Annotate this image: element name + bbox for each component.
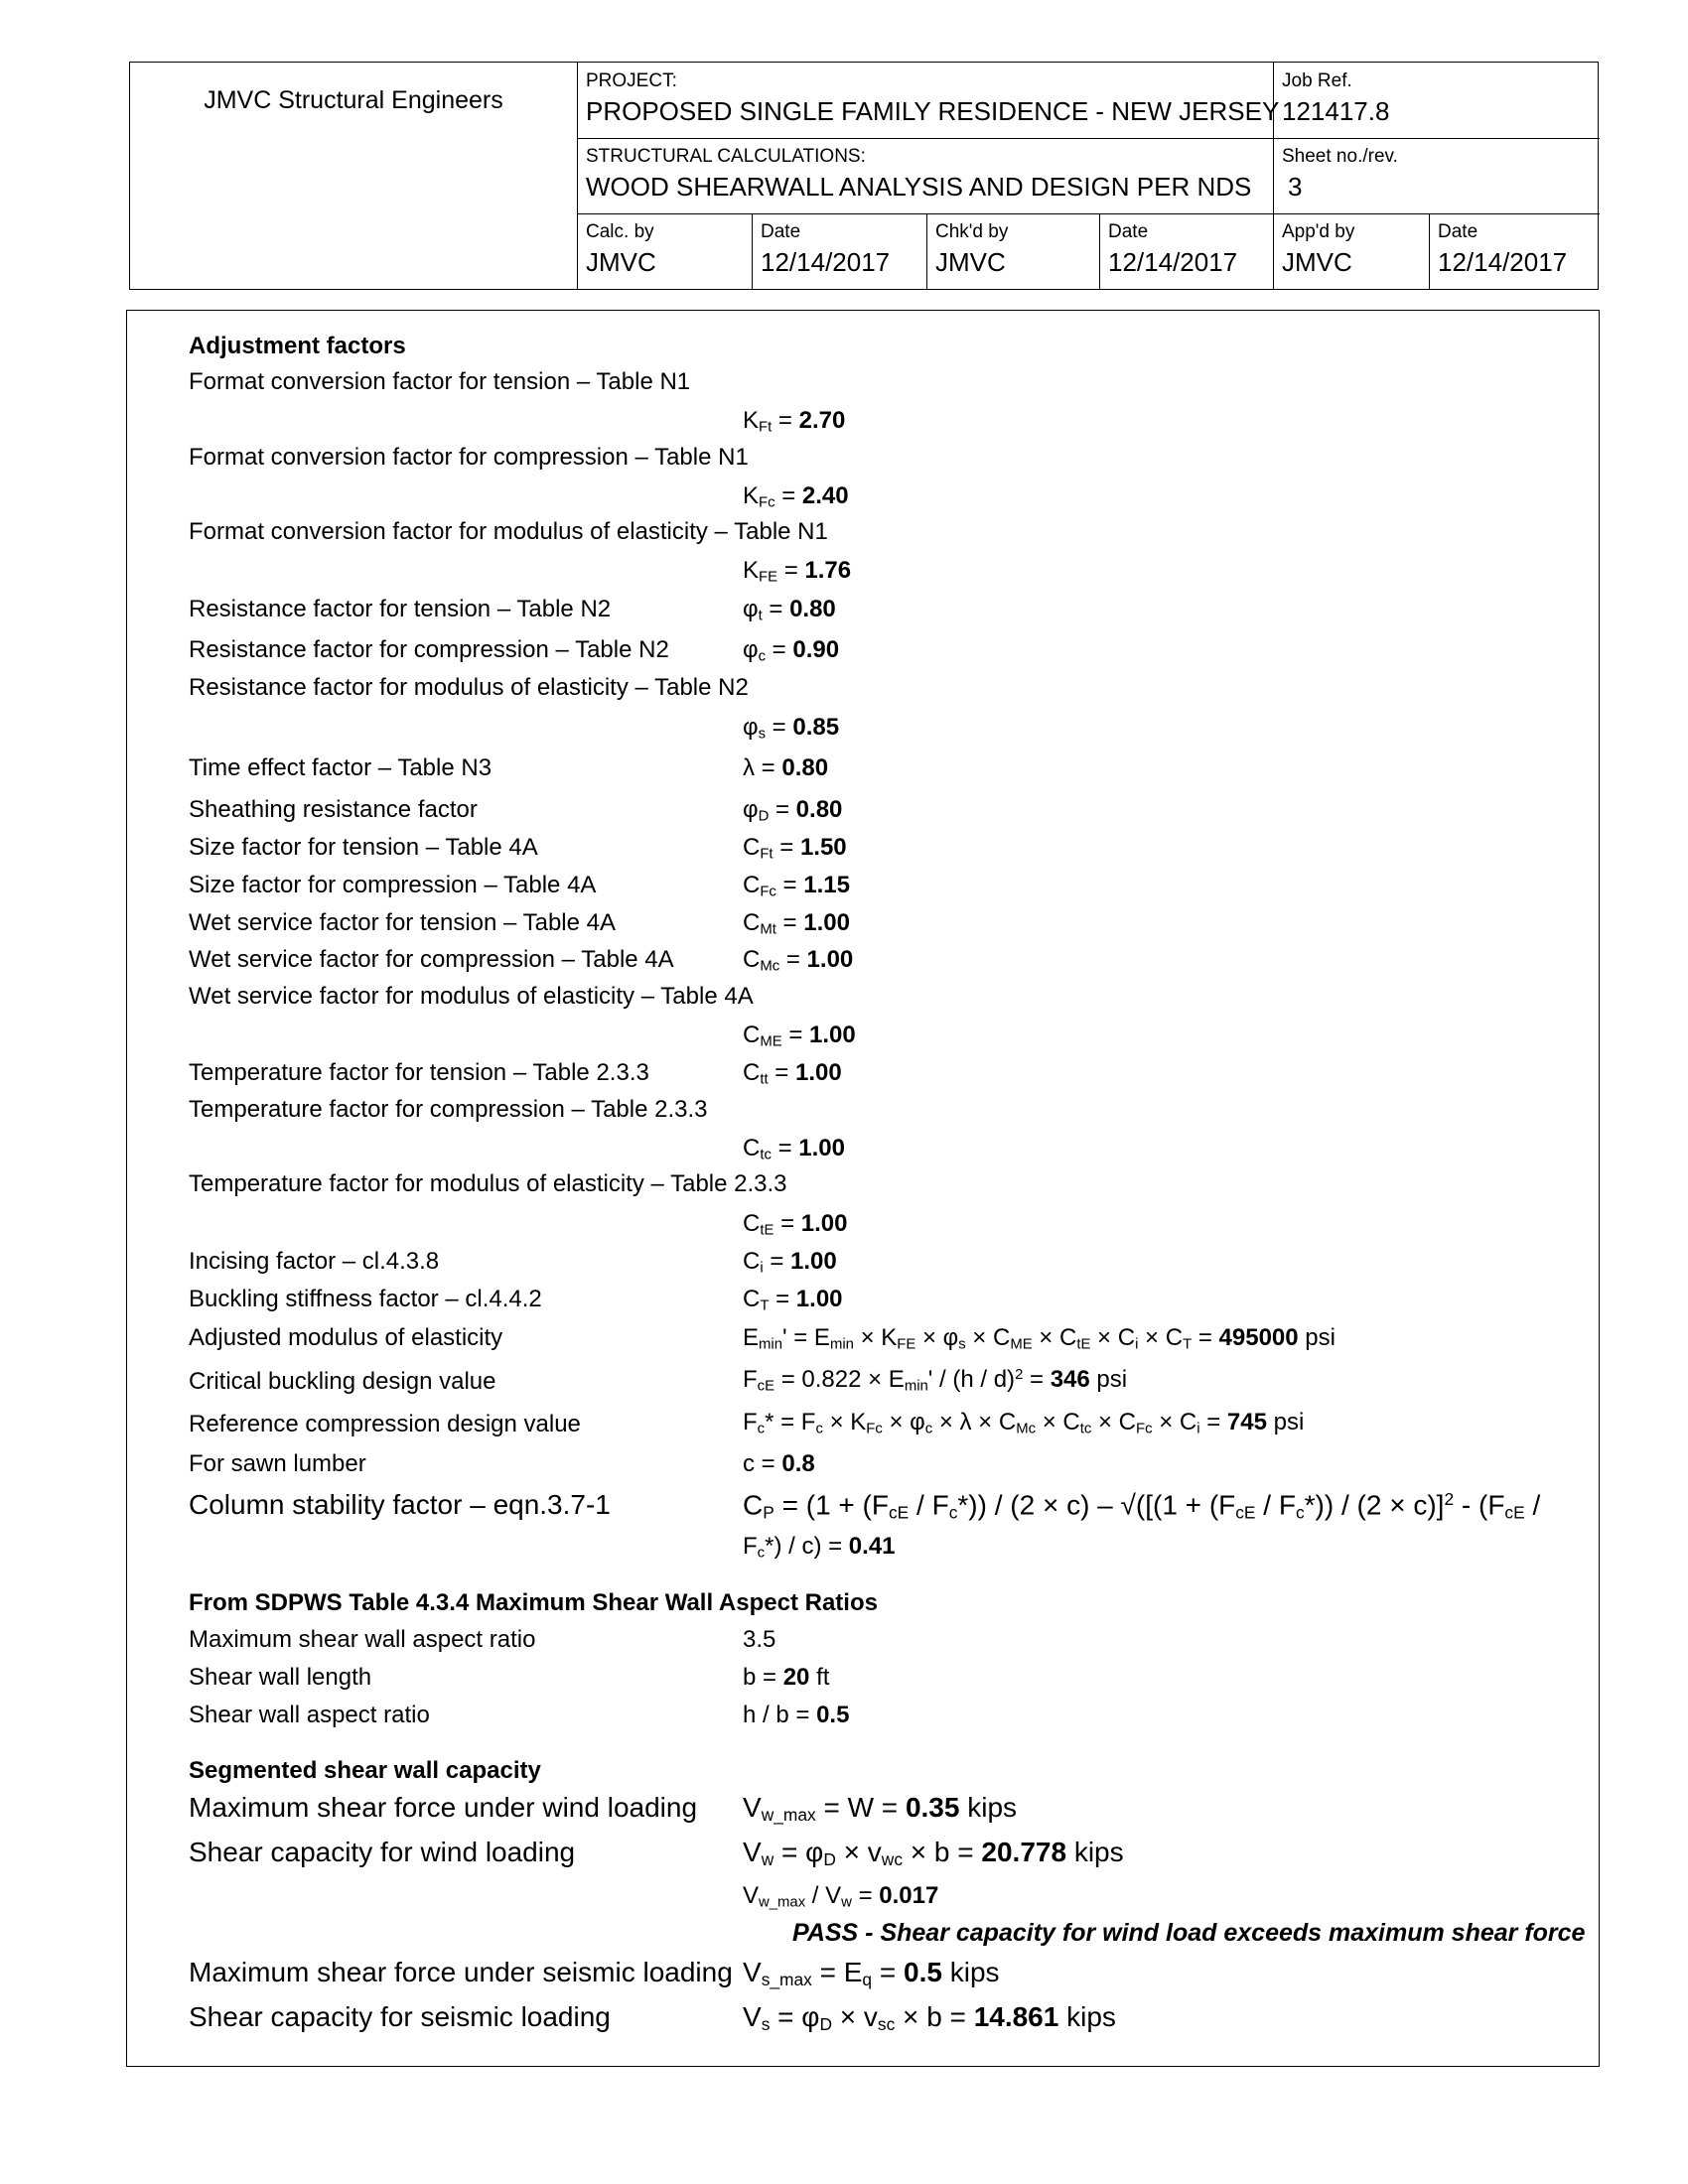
factor-label: For sawn lumber [189,1450,366,1477]
date-value: 12/14/2017 [1438,247,1568,277]
factor-label: Shear capacity for wind loading [189,1837,576,1867]
factor-label: Maximum shear force under seismic loading [189,1957,733,1987]
equation: $V_{s\_max} = E_q = 0.5$ kips [743,1957,1000,1989]
job-ref-value: 121417.8 [1282,96,1390,126]
factor-label: Shear wall length [189,1664,372,1691]
sheet-label: Sheet no./rev. [1282,146,1398,167]
factor-value: b = 20 ft [743,1664,830,1691]
factor-value: $C_T = 1.00$ [743,1286,843,1314]
title-block [129,62,1599,290]
factor-value: $\varphi_s = 0.85$ [743,714,840,743]
factor-value: $K_{Ft} = 2.70$ [743,407,846,436]
equation: $F_{cE} = 0.822 \times E_{min}' / (h / d)^2 = 346$ psi [743,1366,1128,1395]
factor-label: Temperature factor for compression – Table 2.3.3 [189,1096,708,1123]
factor-value: 3.5 [743,1626,776,1653]
factor-value: $\varphi_c = 0.90$ [743,636,840,665]
factor-label: Size factor for compression – Table 4A [189,872,597,898]
calc-by-value: JMVC [586,247,656,277]
equation: $V_{w\_max} = W = 0.35$ kips [743,1792,1018,1825]
section-heading: Segmented shear wall capacity [189,1757,541,1784]
factor-value: h / b = 0.5 [743,1702,850,1728]
factor-label: Maximum shear force under wind loading [189,1792,698,1823]
checked-by-label: Chk'd by [935,221,1009,242]
date-cell [1429,213,1600,289]
equation: $F_c* = F_c \times K_{Fc} \times \varphi_c \times \lambda \times C_{Mc} \times C_{tc} \times C_{Fc} \times C_i = 745$ psi [743,1409,1305,1437]
approved-by-value: JMVC [1282,247,1352,277]
company-name: JMVC Structural Engineers [204,85,503,114]
factor-label: Format conversion factor for compression – Table N1 [189,444,749,471]
date-label: Date [1438,221,1478,242]
factor-value: $\varphi_t = 0.80$ [743,596,836,624]
date-value: 12/14/2017 [761,247,891,277]
calcs-label: STRUCTURAL CALCULATIONS: [586,146,866,167]
pass-status: PASS - Shear capacity for wind load exceeds maximum shear force [792,1919,1586,1947]
factor-label: Wet service factor for compression – Table 4A [189,946,674,973]
calc-by-cell [577,213,752,289]
factor-value: $C_{Mt} = 1.00$ [743,909,850,938]
factor-label: Size factor for tension – Table 4A [189,834,538,861]
factor-label: Resistance factor for tension – Table N2 [189,596,612,622]
sheet-value: 3 [1288,172,1303,202]
project-label: PROJECT: [586,70,677,91]
factor-label: Column stability factor – eqn.3.7-1 [189,1489,611,1520]
factor-value: $C_{tc} = 1.00$ [743,1135,845,1163]
factor-label: Temperature factor for tension – Table 2.3.3 [189,1059,649,1086]
factor-label: Resistance factor for modulus of elasticity – Table N2 [189,674,749,701]
factor-value: $C_{tE} = 1.00$ [743,1210,848,1239]
factor-value: c = 0.8 [743,1450,815,1477]
factor-value: $C_{Fc} = 1.15$ [743,872,850,900]
calcs-cell [577,138,1273,213]
factor-value: $\varphi_D = 0.80$ [743,796,843,825]
factor-label: Adjusted modulus of elasticity [189,1324,503,1351]
job-ref-label: Job Ref. [1282,70,1352,91]
factor-value: $K_{Fc} = 2.40$ [743,482,849,511]
factor-value: $C_{Ft} = 1.50$ [743,834,847,863]
factor-value: $K_{FE} = 1.76$ [743,557,852,586]
factor-label: Temperature factor for modulus of elasticity – Table 2.3.3 [189,1170,787,1197]
factor-label: Shear capacity for seismic loading [189,2001,611,2032]
factor-label: Format conversion factor for tension – Table N1 [189,368,691,395]
job-ref-cell [1273,63,1600,138]
project-cell [577,63,1280,138]
date-cell [752,213,926,289]
date-cell [1099,213,1273,289]
factor-label: Sheathing resistance factor [189,796,478,823]
factor-value: λ = 0.80 [743,754,829,781]
calculation-sheet [126,310,1600,2067]
equation: $V_{w\_max} / V_w = 0.017$ [743,1882,939,1911]
approved-by-cell [1273,213,1429,289]
factor-label: Shear wall aspect ratio [189,1702,430,1728]
factor-label: Incising factor – cl.4.3.8 [189,1248,440,1275]
factor-label: Wet service factor for modulus of elasticity – Table 4A [189,983,754,1010]
project-value: PROPOSED SINGLE FAMILY RESIDENCE - NEW JERSEY [586,96,1280,126]
factor-value: $C_i = 1.00$ [743,1248,837,1277]
equation: $F_c*) / c) = 0.41$ [743,1533,896,1562]
calc-by-label: Calc. by [586,221,654,242]
sheet-cell [1273,138,1600,213]
checked-by-value: JMVC [935,247,1006,277]
factor-label: Format conversion factor for modulus of elasticity – Table N1 [189,518,828,545]
factor-label: Time effect factor – Table N3 [189,754,492,781]
calcs-value: WOOD SHEARWALL ANALYSIS AND DESIGN PER NDS [586,172,1252,202]
checked-by-cell [926,213,1099,289]
factor-value: $C_{tt} = 1.00$ [743,1059,842,1088]
section-heading: From SDPWS Table 4.3.4 Maximum Shear Wall Aspect Ratios [189,1589,878,1616]
section-heading: Adjustment factors [189,333,406,359]
factor-label: Reference compression design value [189,1411,581,1437]
factor-value: $C_{ME} = 1.00$ [743,1022,856,1050]
equation: $V_s = \varphi_D \times v_{sc} \times b = 14.861$ kips [743,2001,1116,2034]
date-label: Date [1108,221,1149,242]
equation: $C_P = (1 + (F_{cE} / F_c*)) / (2 \times c) - √([(1 + (F_{cE} / F_c*)) / (2 \times c)]^2 - (F_{cE}$ / [743,1489,1541,1523]
factor-label: Buckling stiffness factor – cl.4.4.2 [189,1286,542,1312]
factor-label: Wet service factor for tension – Table 4A [189,909,616,936]
date-value: 12/14/2017 [1108,247,1238,277]
factor-value: $C_{Mc} = 1.00$ [743,946,854,975]
factor-label: Maximum shear wall aspect ratio [189,1626,536,1653]
date-label: Date [761,221,801,242]
equation: $V_w = \varphi_D \times v_{wc} \times b = 20.778$ kips [743,1837,1124,1869]
factor-label: Critical buckling design value [189,1368,496,1395]
approved-by-label: App'd by [1282,221,1355,242]
equation: $E_{min}' = E_{min} \times K_{FE} \times \varphi_s \times C_{ME} \times C_{tE} \times C_i \times C_T = 495000$ psi [743,1324,1336,1353]
factor-label: Resistance factor for compression – Table N2 [189,636,669,663]
